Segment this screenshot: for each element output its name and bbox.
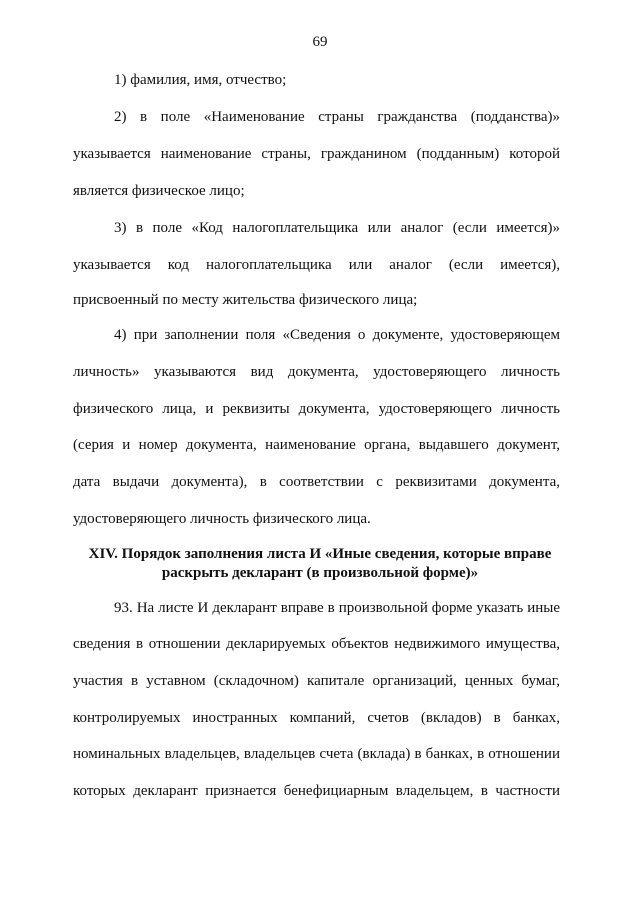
item-4-line-1: 4) при заполнении поля «Сведения о документе, удостоверяющем — [114, 327, 560, 343]
item-2-line-2: указывается наименование страны, гражданином (подданным) которой — [73, 146, 560, 162]
item-1-line-1: 1) фамилия, имя, отчество; — [114, 72, 287, 88]
item-4-line-3: физического лица, и реквизиты документа, удостоверяющего личность — [73, 401, 560, 417]
item-4-line-2: личность» указываются вид документа, удостоверяющего личность — [73, 364, 560, 380]
section-heading-line-2: раскрыть декларант (в произвольной форме)» — [161, 565, 479, 581]
item-3-line-2: указывается код налогоплательщика или аналог (если имеется), — [73, 257, 560, 273]
item-2-line-1: 2) в поле «Наименование страны гражданства (подданства)» — [114, 109, 560, 125]
para-93-line-3: участия в уставном (складочном) капитале организаций, ценных бумаг, — [73, 673, 560, 689]
para-93-line-4: контролируемых иностранных компаний, счетов (вкладов) в банках, — [73, 710, 560, 726]
section-heading-line-1: XIV. Порядок заполнения листа И «Иные сведения, которые вправе — [88, 546, 552, 562]
para-93-line-1: 93. На листе И декларант вправе в произвольной форме указать иные — [114, 600, 560, 616]
para-93-line-2: сведения в отношении декларируемых объектов недвижимого имущества, — [73, 636, 560, 652]
item-2-line-3: является физическое лицо; — [73, 183, 245, 199]
item-3-line-3: присвоенный по месту жительства физического лица; — [73, 292, 418, 308]
page-number: 69 — [312, 34, 328, 50]
para-93-line-5: номинальных владельцев, владельцев счета (вклада) в банках, в отношении — [73, 746, 560, 762]
para-93-line-6: которых декларант признается бенефициарным владельцем, в частности — [73, 783, 560, 799]
item-3-line-1: 3) в поле «Код налогоплательщика или аналог (если имеется)» — [114, 220, 560, 236]
item-4-line-6: удостоверяющего личность физического лица. — [73, 511, 371, 527]
item-4-line-5: дата выдачи документа), в соответствии с реквизитами документа, — [73, 474, 560, 490]
item-4-line-4: (серия и номер документа, наименование органа, выдавшего документ, — [73, 437, 560, 453]
